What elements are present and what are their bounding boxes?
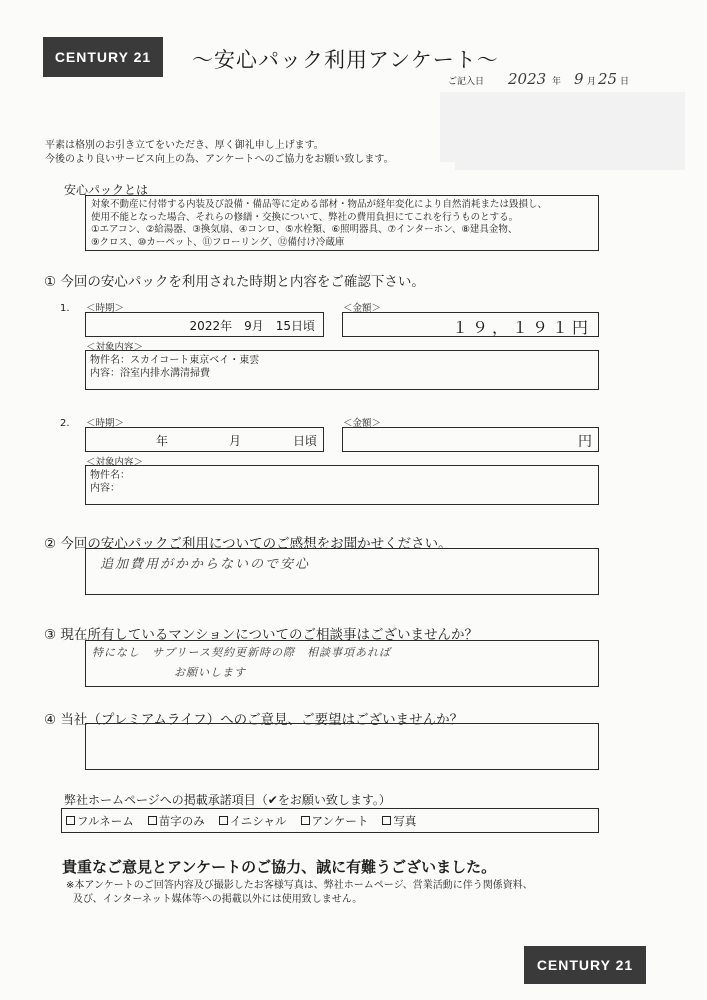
entry1-period-box[interactable]: [85, 312, 324, 337]
date-year-unit: 年: [552, 77, 562, 87]
date-year-value: 2023: [508, 70, 547, 88]
greeting-line-2: 今後のより良いサービス向上の為、アンケートへのご協力をお願い致します。: [45, 154, 394, 165]
photo-checkbox[interactable]: [382, 816, 391, 825]
entry2-month-unit: 月: [229, 434, 242, 448]
entry1-amount-label: ＜金額＞: [343, 303, 382, 314]
consent-option-survey[interactable]: [301, 813, 369, 829]
date-month-value: 9: [574, 70, 584, 88]
greeting: [45, 139, 394, 167]
date-label: ご記入日: [448, 77, 485, 87]
q1-heading: ① 今回の安心パックを利用された時期と内容をご確認下さい。: [44, 274, 425, 290]
century21-logo-top: CENTURY 21: [43, 37, 163, 77]
consent-heading: 弊社ホームページへの掲載承諾項目（✔をお願い致します。）: [64, 793, 391, 807]
q3-answer-line-2: お願いします: [174, 666, 246, 679]
entry1-content-line: 内容：浴室内排水溝清掃費: [90, 368, 210, 379]
entry2-amount-label: ＜金額＞: [343, 418, 382, 429]
fill-date: [448, 70, 648, 90]
entry2-content-line: 内容：: [90, 483, 120, 494]
usage-note: [66, 879, 533, 907]
century21-logo-bottom: CENTURY 21: [524, 946, 646, 984]
page-title: 〜安心パック利用アンケート〜: [192, 48, 499, 72]
thanks-message: 貴重なご意見とアンケートのご協力、誠に有難うございました。: [62, 858, 497, 876]
definition-line-2: 使用不能となった場合、それらの修繕・交換について、弊社の費用負担にてこれを行うものとする。: [91, 211, 519, 223]
consent-option-surname[interactable]: [148, 813, 205, 829]
definition-line-4: ⑨クロス、⑩カーペット、⑪フローリング、⑫備付け冷蔵庫: [91, 236, 345, 248]
q3-answer-line-1: 特になし サブリース契約更新時の際 相談事項あれば: [92, 646, 392, 659]
greeting-line-1: 平素は格別のお引き立てをいただき、厚く御礼申し上げます。: [45, 140, 324, 151]
entry2-year-unit: 年: [156, 434, 169, 448]
entry1-amount-box[interactable]: [342, 312, 599, 337]
q2-answer-box[interactable]: [85, 548, 599, 595]
definition-line-1: 対象不動産に付帯する内装及び設備・備品等に定める部材・物品が経年変化により自然消耗または毀損し、: [91, 199, 548, 210]
q2-heading: ② 今回の安心パックご利用についてのご感想をお聞かせください。: [44, 536, 452, 552]
photo-label: 写真: [393, 813, 417, 828]
q3-heading: ③ 現在所有しているマンションについてのご相談事はございませんか？: [44, 627, 479, 643]
date-day-unit: 日: [620, 77, 630, 87]
entry1-amount-value: １９，１９１円: [451, 318, 592, 337]
initial-label: イニシャル: [229, 813, 287, 828]
q3-answer-box[interactable]: [85, 640, 599, 687]
entry2-amount-box[interactable]: [342, 427, 599, 452]
fullname-checkbox[interactable]: [66, 816, 75, 825]
date-month-unit: 月: [587, 77, 597, 87]
entry1-target-box[interactable]: [85, 350, 599, 390]
definition-box: [85, 195, 599, 251]
entry1-target-label: ＜対象内容＞: [86, 342, 144, 353]
definition-heading: 安心パックとは: [64, 183, 149, 197]
entry2-number: 2.: [60, 418, 70, 429]
surname-label: 苗字のみ: [158, 813, 205, 828]
entry2-target-box[interactable]: [85, 465, 599, 505]
q2-answer-text: 追加費用がかからないので安心: [100, 557, 311, 572]
surname-checkbox[interactable]: [148, 816, 157, 825]
survey-checkbox[interactable]: [301, 816, 310, 825]
consent-option-initial[interactable]: [219, 813, 287, 829]
usage-note-line-1: ※本アンケートのご回答内容及び撮影したお客様写真は、弊社ホームページ、営業活動に伴う関係資料、: [66, 880, 533, 891]
entry2-day-unit: 日頃: [293, 434, 318, 448]
entry1-period-label: ＜時期＞: [86, 303, 125, 314]
initial-checkbox[interactable]: [219, 816, 228, 825]
survey-label: アンケート: [311, 813, 369, 828]
q4-answer-box[interactable]: [85, 723, 599, 770]
q4-heading: ④ 当社（プレミアムライフ）へのご意見、ご要望はございませんか？: [44, 712, 464, 728]
date-day-value: 25: [598, 70, 618, 88]
entry2-period-label: ＜時期＞: [86, 418, 125, 429]
entry2-period-box[interactable]: [85, 427, 324, 452]
entry2-property-line: 物件名：: [90, 470, 130, 481]
entry1-period-value: 2022年 9月 15日頃: [189, 319, 315, 333]
consent-options-box: [61, 808, 599, 833]
entry1-property-line: 物件名：スカイコート東京ベイ・東雲: [90, 355, 260, 366]
definition-line-3: ①エアコン、②給湯器、③換気扇、④コンロ、⑤水栓類、⑥照明器具、⑦インターホン、⑧建具金物、: [91, 224, 518, 235]
consent-option-fullname[interactable]: [66, 813, 134, 829]
entry2-target-label: ＜対象内容＞: [86, 457, 144, 468]
entry1-number: 1.: [60, 303, 70, 314]
consent-option-photo[interactable]: [382, 813, 416, 829]
fullname-label: フルネーム: [77, 813, 134, 828]
redacted-address-area: [455, 140, 685, 170]
entry2-amount-unit: 円: [578, 434, 592, 450]
usage-note-line-2: 及び、インターネット媒体等への掲載以外には使用致しません。: [73, 894, 363, 905]
